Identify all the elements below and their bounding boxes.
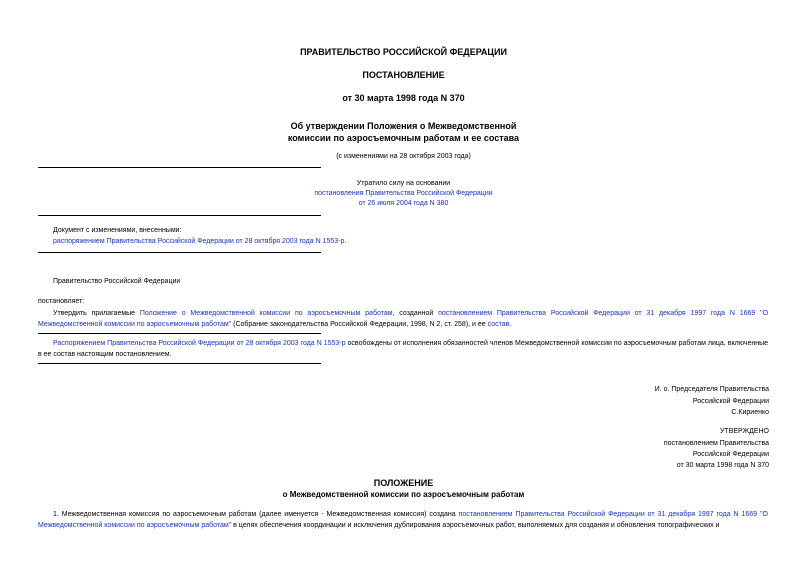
repeal-link-line2[interactable]: от 26 июля 2004 года N 380 [358,200,449,207]
order-1553-link[interactable]: Распоряжением Правительства Российской Федерации от 28 октября 2003 года N 1553-р [53,340,346,347]
regulation-text: 1. Межведомственная комиссия по аэросъемочным работам (далее именуется - Межведомственная комиссия) создана [53,511,459,518]
divider [38,167,321,168]
divider [38,215,321,216]
divider [38,252,321,253]
decree-paragraph [38,308,768,330]
approval-line3: Российской Федерации [692,451,769,458]
changes-note: (с изменениями на 28 октября 2003 года) [336,153,471,160]
signature-name: С.Кириенко [731,409,769,416]
decree-text: Утвердить прилагаемые [53,310,140,317]
regulation-paragraph-1 [38,509,768,531]
amendment-paragraph [38,338,768,360]
decree-1669-title-link[interactable]: "О Межведомственной комиссии по аэросъемочным работам" [38,511,768,529]
government-heading: ПРАВИТЕЛЬСТВО РОССИЙСКОЙ ФЕДЕРАЦИИ [300,47,507,57]
document-title-line1: Об утверждении Положения о Межведомственной [290,121,517,131]
divider [38,363,321,364]
document-date-number: от 30 марта 1998 года N 370 [342,93,465,103]
document-type: ПОСТАНОВЛЕНИЕ [362,70,445,80]
decree-text: , созданной [392,310,439,317]
signature-line1: И. о. Председателя Правительства [654,386,769,393]
approval-line1: УТВЕРЖДЕНО [719,428,769,435]
composition-link[interactable]: состав [487,321,510,328]
decrees-word: постановляет: [38,298,85,305]
decree-text: . [509,321,512,328]
repeal-link-line1[interactable]: постановления Правительства Российской Федерации [314,190,493,197]
amendments-label: Документ с изменениями, внесенными: [53,227,182,234]
decree-1669-link[interactable]: постановлением Правительства Российской Федерации от 31 декабря 1997 года N 1669 [458,511,758,518]
government-name: Правительство Российской Федерации [53,278,181,285]
approval-line2: постановлением Правительства [663,440,769,447]
document-title-line2: комиссии по аэросъемочным работам и ее состава [287,133,520,143]
regulation-link[interactable]: Положение о Межведомственной комиссии по аэросъемочным работам [139,310,393,317]
approval-line4: от 30 марта 1998 года N 370 [676,462,769,469]
decree-1669-link[interactable]: постановлением Правительства Российской Федерации от 31 декабря 1997 года N 1669 "О Межведомственной комиссии по аэросъемочным работам" [38,310,769,328]
decree-text: (Собрание законодательства Российской Федерации, 1998, N 2, ст. 258), и ее [231,321,488,328]
divider [38,333,321,334]
regulation-text: в целях обеспечения координации и исключения дублирования аэросъемочных работ, выполняемых для создания и обновления топографических и [231,522,720,529]
amendment-text: освобождены от исполнения обязанностей членов Межведомственной комиссии по аэросъемочным работам лица, включенные в ее состав настоящим постановлением. [38,340,768,358]
amendments-link[interactable]: распоряжением Правительства Российской Федерации от 28 октября 2003 года N 1553-р. [53,238,347,245]
signature-line2: Российской Федерации [692,398,769,405]
regulation-title: ПОЛОЖЕНИЕ [373,478,434,488]
repeal-note-line1: Утратило силу на основании [356,180,451,187]
regulation-subtitle: о Межведомственной комиссии по аэросъемочным работам [282,490,525,499]
